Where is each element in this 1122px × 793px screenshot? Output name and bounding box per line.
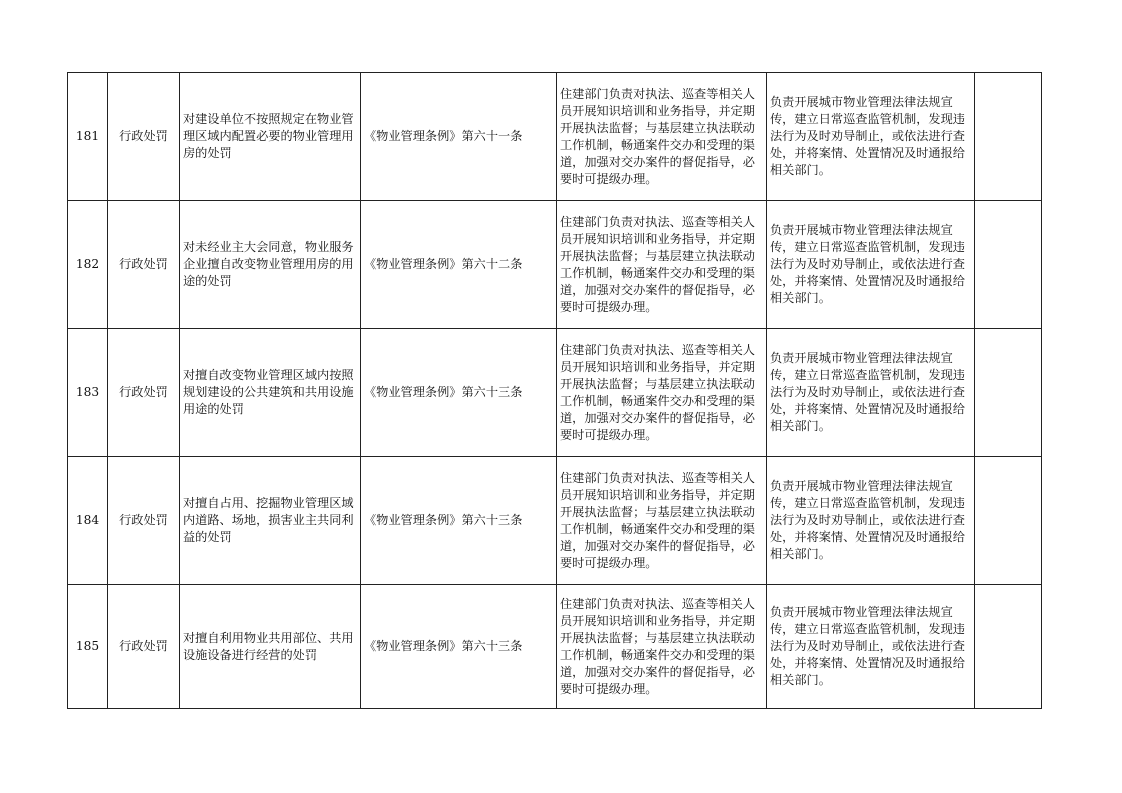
department-duty: 住建部门负责对执法、巡查等相关人员开展知识培训和业务指导，并定期开展执法监督；与基层建立执法联动工作机制，畅通案件交办和受理的渠道，加强对交办案件的督促指导，必要时可提级办理。 bbox=[557, 585, 767, 709]
note-cell bbox=[975, 73, 1042, 201]
table-row bbox=[68, 329, 1042, 457]
power-type: 行政处罚 bbox=[108, 73, 180, 201]
note-cell bbox=[975, 585, 1042, 709]
row-number: 182 bbox=[68, 201, 108, 329]
note-cell bbox=[975, 457, 1042, 585]
power-item: 对擅自改变物业管理区域内按照规划建设的公共建筑和共用设施用途的处罚 bbox=[180, 329, 361, 457]
table-row bbox=[68, 585, 1042, 709]
row-number: 185 bbox=[68, 585, 108, 709]
table-row bbox=[68, 457, 1042, 585]
department-duty: 住建部门负责对执法、巡查等相关人员开展知识培训和业务指导，并定期开展执法监督；与基层建立执法联动工作机制，畅通案件交办和受理的渠道，加强对交办案件的督促指导，必要时可提级办理。 bbox=[557, 201, 767, 329]
power-item: 对建设单位不按照规定在物业管理区域内配置必要的物业管理用房的处罚 bbox=[180, 73, 361, 201]
table-row bbox=[68, 73, 1042, 201]
local-duty: 负责开展城市物业管理法律法规宣传，建立日常巡查监管机制，发现违法行为及时劝导制止，或依法进行查处，并将案情、处置情况及时通报给相关部门。 bbox=[767, 201, 975, 329]
row-number: 184 bbox=[68, 457, 108, 585]
row-number: 181 bbox=[68, 73, 108, 201]
department-duty: 住建部门负责对执法、巡查等相关人员开展知识培训和业务指导，并定期开展执法监督；与基层建立执法联动工作机制，畅通案件交办和受理的渠道，加强对交办案件的督促指导，必要时可提级办理。 bbox=[557, 457, 767, 585]
legal-basis: 《物业管理条例》第六十三条 bbox=[361, 457, 557, 585]
note-cell bbox=[975, 201, 1042, 329]
department-duty: 住建部门负责对执法、巡查等相关人员开展知识培训和业务指导，并定期开展执法监督；与基层建立执法联动工作机制，畅通案件交办和受理的渠道，加强对交办案件的督促指导，必要时可提级办理。 bbox=[557, 329, 767, 457]
power-type: 行政处罚 bbox=[108, 585, 180, 709]
local-duty: 负责开展城市物业管理法律法规宣传，建立日常巡查监管机制，发现违法行为及时劝导制止，或依法进行查处，并将案情、处置情况及时通报给相关部门。 bbox=[767, 457, 975, 585]
local-duty: 负责开展城市物业管理法律法规宣传，建立日常巡查监管机制，发现违法行为及时劝导制止，或依法进行查处，并将案情、处置情况及时通报给相关部门。 bbox=[767, 329, 975, 457]
power-type: 行政处罚 bbox=[108, 457, 180, 585]
department-duty: 住建部门负责对执法、巡查等相关人员开展知识培训和业务指导，并定期开展执法监督；与基层建立执法联动工作机制，畅通案件交办和受理的渠道，加强对交办案件的督促指导，必要时可提级办理。 bbox=[557, 73, 767, 201]
power-item: 对未经业主大会同意，物业服务企业擅自改变物业管理用房的用途的处罚 bbox=[180, 201, 361, 329]
duty-table bbox=[67, 72, 1042, 709]
power-type: 行政处罚 bbox=[108, 201, 180, 329]
local-duty: 负责开展城市物业管理法律法规宣传，建立日常巡查监管机制，发现违法行为及时劝导制止，或依法进行查处，并将案情、处置情况及时通报给相关部门。 bbox=[767, 585, 975, 709]
legal-basis: 《物业管理条例》第六十一条 bbox=[361, 73, 557, 201]
power-item: 对擅自占用、挖掘物业管理区域内道路、场地，损害业主共同利益的处罚 bbox=[180, 457, 361, 585]
power-item: 对擅自利用物业共用部位、共用设施设备进行经营的处罚 bbox=[180, 585, 361, 709]
note-cell bbox=[975, 329, 1042, 457]
row-number: 183 bbox=[68, 329, 108, 457]
power-type: 行政处罚 bbox=[108, 329, 180, 457]
table-row bbox=[68, 201, 1042, 329]
legal-basis: 《物业管理条例》第六十三条 bbox=[361, 329, 557, 457]
legal-basis: 《物业管理条例》第六十二条 bbox=[361, 201, 557, 329]
local-duty: 负责开展城市物业管理法律法规宣传，建立日常巡查监管机制，发现违法行为及时劝导制止，或依法进行查处，并将案情、处置情况及时通报给相关部门。 bbox=[767, 73, 975, 201]
legal-basis: 《物业管理条例》第六十三条 bbox=[361, 585, 557, 709]
